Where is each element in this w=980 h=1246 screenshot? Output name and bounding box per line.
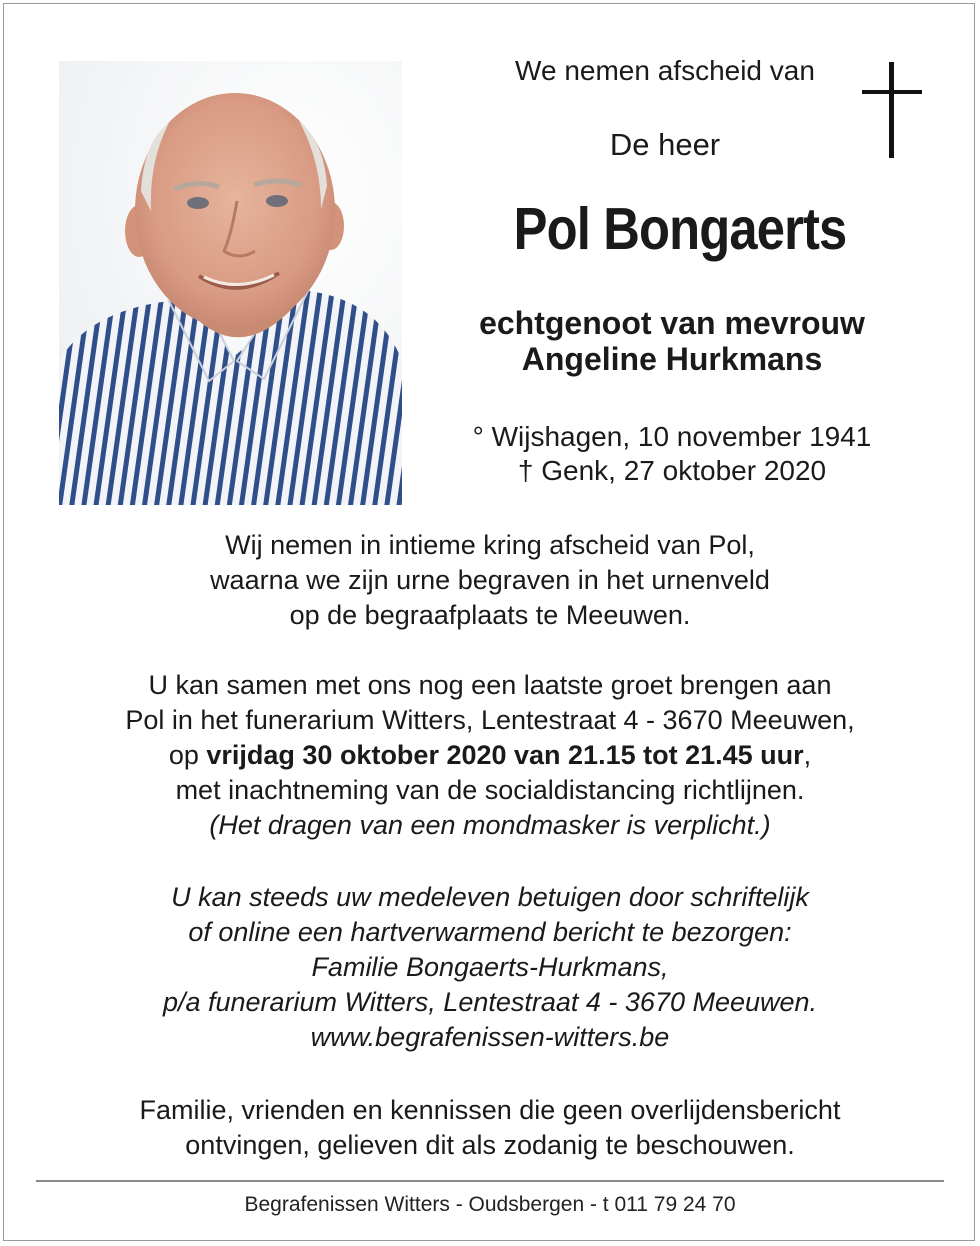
paragraph-notice [40,1093,940,1163]
mask-notice: (Het dragen van een mondmasker is verplicht.) [209,810,771,840]
text-line: ontvingen, gelieven dit als zodanig te beschouwen. [185,1130,795,1160]
spouse-block [412,305,932,377]
footer-divider [36,1180,944,1182]
death-date: Genk, 27 oktober 2020 [541,455,827,486]
text-fragment: , [803,740,812,770]
birth-date: ° Wijshagen, 10 november 1941 [472,421,872,452]
paragraph-visitation [40,668,940,843]
farewell-intro: We nemen afscheid van [515,55,815,86]
text-line: U kan steeds uw medeleven betuigen door schriftelijk [171,882,809,912]
text-fragment: op [168,740,207,770]
spouse-name: Angeline Hurkmans [521,341,823,377]
text-line: Familie, vrienden en kennissen die geen overlijdensbericht [139,1095,841,1125]
death-date-line [412,454,932,488]
visitation-time: vrijdag 30 oktober 2020 van 21.15 tot 21.45 uur [206,740,804,770]
footer-funeral-home: Begrafenissen Witters - Oudsbergen - t 011 79 24 70 [244,1193,736,1216]
dates-block [412,420,932,488]
text-line: of online een hartverwarmend bericht te bezorgen: [188,917,792,947]
text-line: Wij nemen in intieme kring afscheid van Pol, [225,530,755,560]
paragraph-condolences [40,880,940,1055]
honorific: De heer [609,127,721,162]
spouse-line-1: echtgenoot van mevrouw [479,305,865,341]
text-line: met inachtneming van de socialdistancing richtlijnen. [175,775,805,805]
paragraph-ceremony [40,528,940,633]
deceased-name: Pol Bongaerts [513,196,847,262]
death-symbol-icon: † [517,455,534,486]
portrait-photo [59,61,402,505]
text-line: op de begraafplaats te Meeuwen. [289,600,691,630]
postal-address: p/a funerarium Witters, Lentestraat 4 - 3670 Meeuwen. [162,987,818,1017]
text-line: Pol in het funerarium Witters, Lentestraat 4 - 3670 Meeuwen, [125,705,855,735]
website-link[interactable]: www.begrafenissen-witters.be [310,1022,670,1052]
text-line: U kan samen met ons nog een laatste groet brengen aan [148,670,832,700]
family-name: Familie Bongaerts-Hurkmans, [311,952,669,982]
text-line: waarna we zijn urne begraven in het urnenveld [210,565,770,595]
visitation-time-line [40,738,940,773]
